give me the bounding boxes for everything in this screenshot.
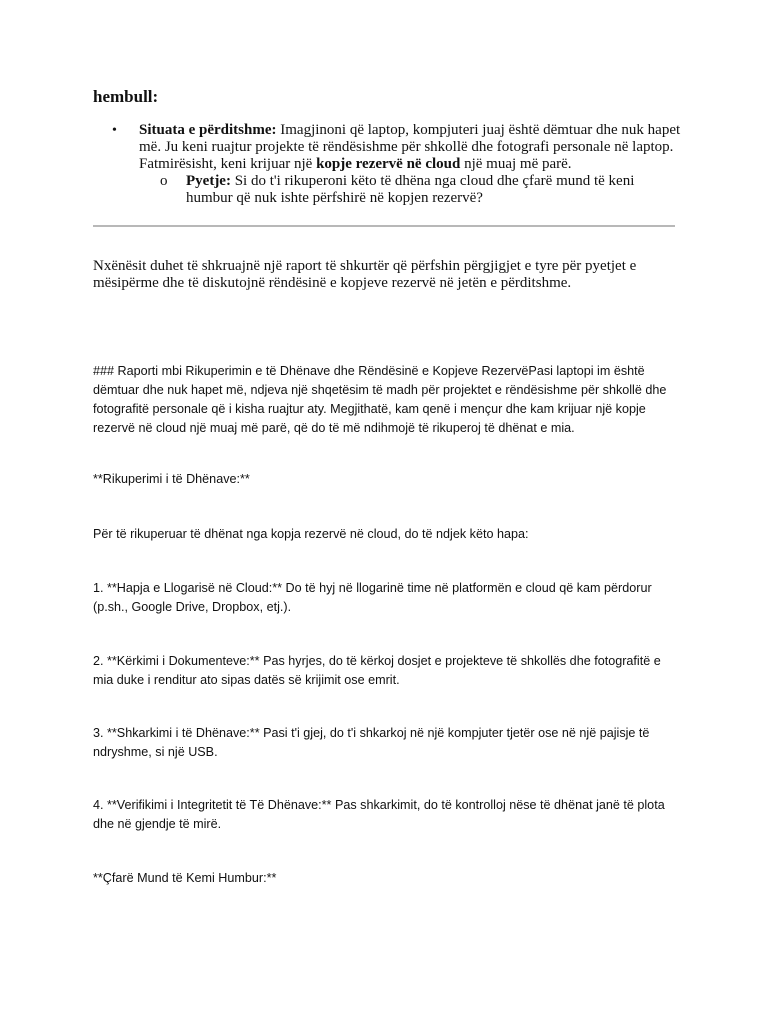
recovery-heading: **Rikuperimi i të Dhënave:**	[93, 472, 250, 486]
step-3: 3. **Shkarkimi i të Dhënave:** Pasi t'i gjej, do t'i shkarkoj në një kompjuter tjetër ose në një pajisje të ndryshme, si një USB.	[93, 726, 650, 759]
lost-heading: **Çfarë Mund të Kemi Humbur:**	[93, 871, 277, 885]
question-text	[186, 173, 682, 207]
step-2: 2. **Kërkimi i Dokumenteve:** Pas hyrjes, do të kërkoj dosjet e projekteve të shkollës dhe fotografitë e mia duke i renditur ato sipas datës së krijimit ose emrit.	[93, 654, 661, 687]
report-paragraph: ### Raporti mbi Rikuperimin e të Dhënave dhe Rëndësinë e Kopjeve RezervëPasi laptopi im është dëmtuar dhe nuk hapet më, ndjeva një shqetësim të madh për projektet e rëndësishme për shkollë dhe fotografitë personale që i kisha ruajtur aty. Megjithatë, kam qenë i mençur dhe kam krijuar një kopje rezervë në cloud një muaj më parë, që do të më ndihmojë të rikuperoj të dhënat e mia.	[93, 364, 667, 435]
situation-label: Situata e përditshme:	[139, 122, 277, 138]
question-body: Si do t'i rikuperoni këto të dhëna nga cloud dhe çfarë mund të keni humbur që nuk ishte përfshirë në kopjen rezervë?	[186, 173, 635, 206]
bullet-marker: •	[112, 123, 117, 138]
situation-bold-phrase: kopje rezervë në cloud	[316, 156, 461, 172]
sub-list-item	[160, 173, 682, 207]
example-heading: hembull:	[93, 87, 159, 106]
situation-body-end: një muaj më parë.	[460, 156, 572, 172]
example-bullet-list	[112, 122, 682, 207]
step-1: 1. **Hapja e Llogarisë në Cloud:** Do të hyj në llogarinë time në platformën e cloud që kam përdorur (p.sh., Google Drive, Dropbox, etj.).	[93, 581, 652, 614]
situation-body-start: Imagjinoni që laptop, kompjuteri juaj është dëmtuar dhe nuk hapet më. Ju keni ruajtur projekte të rëndësishme për shkollë dhe fotografi personale në laptop. Fatmirësisht, keni krijuar një	[139, 122, 681, 172]
sub-bullet-marker: o	[160, 173, 168, 189]
question-label: Pyetje:	[186, 173, 231, 189]
intro-paragraph: Nxënësit duhet të shkruajnë një raport të shkurtër që përfshin përgjigjet e tyre për pyetjet e mësipërme dhe të diskutojnë rëndësinë e kopjeve rezervë në jetën e përditshme.	[93, 258, 637, 291]
horizontal-divider	[93, 225, 675, 227]
list-item	[112, 122, 682, 173]
situation-text	[139, 122, 682, 173]
step-4: 4. **Verifikimi i Integritetit të Të Dhënave:** Pas shkarkimit, do të kontrolloj nëse të dhënat janë të plota dhe në gjendje të mirë.	[93, 798, 665, 831]
steps-intro: Për të rikuperuar të dhënat nga kopja rezervë në cloud, do të ndjek këto hapa:	[93, 527, 529, 541]
